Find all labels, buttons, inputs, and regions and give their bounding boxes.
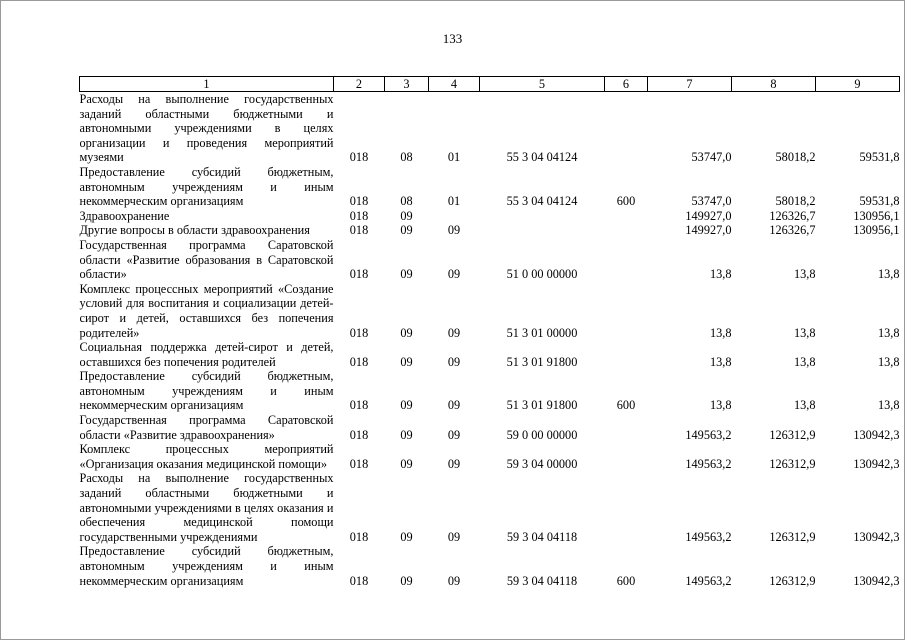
- section-code: 09: [400, 427, 413, 442]
- target-article-code: 59 3 04 00000: [506, 456, 578, 471]
- amount-year-3: 59531,8: [859, 150, 900, 165]
- table-row: [80, 369, 900, 413]
- amount-year-1: 149927,0: [685, 223, 732, 238]
- ministry-code: 018: [349, 150, 369, 165]
- table-row: [80, 544, 900, 588]
- ministry-code: 018: [349, 573, 369, 588]
- amount-year-2: 13,8: [793, 398, 816, 413]
- table-row: [80, 471, 900, 544]
- section-code: 09: [400, 267, 413, 282]
- header-cell: 3: [385, 77, 429, 92]
- table-row: [80, 413, 900, 442]
- amount-year-1: 149927,0: [685, 208, 732, 223]
- ministry-code: 018: [349, 208, 369, 223]
- header-cell: 6: [605, 77, 648, 92]
- row-name: Здравоохранение: [79, 208, 170, 223]
- expense-type-code: [605, 282, 648, 340]
- section-code: 09: [400, 325, 413, 340]
- target-article-code: 51 0 00 00000: [506, 267, 578, 282]
- header-cell: 5: [480, 77, 605, 92]
- amount-year-1: 149563,2: [685, 573, 732, 588]
- ministry-code: 018: [349, 267, 369, 282]
- ministry-code: 018: [349, 325, 369, 340]
- row-name: Предоставление субсидий бюджетным, автономным учреждениям и иным некоммерческим организациям: [79, 544, 334, 588]
- ministry-code: 018: [349, 427, 369, 442]
- table-row: [80, 223, 900, 238]
- amount-year-1: 149563,2: [685, 427, 732, 442]
- row-name: Расходы на выполнение государственных заданий областными бюджетными и автономными учреждениями в целях организации и проведения мероприятий музеями: [79, 92, 334, 165]
- section-code: 09: [400, 223, 413, 238]
- amount-year-1: 149563,2: [685, 456, 732, 471]
- ministry-code: 018: [349, 456, 369, 471]
- amount-year-2: 126312,9: [769, 529, 816, 544]
- section-code: 09: [400, 456, 413, 471]
- target-article-code: 55 3 04 04124: [506, 150, 578, 165]
- expense-type-code: [605, 238, 648, 282]
- row-name: Комплекс процессных мероприятий «Создание условий для воспитания и социализации детей-сирот и детей, оставшихся без попечения родителей»: [79, 281, 334, 340]
- section-code: 08: [400, 150, 413, 165]
- amount-year-2: 13,8: [793, 354, 816, 369]
- subsection-code: 09: [447, 223, 461, 238]
- ministry-code: 018: [349, 398, 369, 413]
- table-row: [80, 165, 900, 209]
- amount-year-3: 13,8: [877, 267, 900, 282]
- section-code: 09: [400, 398, 413, 413]
- expense-type-code: 600: [616, 573, 636, 588]
- amount-year-3: 130956,1: [853, 223, 900, 238]
- row-name: Расходы на выполнение государственных заданий областными бюджетными и автономными учреждениями в целях оказания и обеспечения медицинской помощи государственными учреждениями: [79, 471, 334, 544]
- amount-year-3: 130942,3: [853, 456, 900, 471]
- row-name: Государственная программа Саратовской области «Развитие образования в Саратовской области»: [79, 237, 334, 282]
- amount-year-1: 13,8: [709, 267, 732, 282]
- header-cell: 2: [334, 77, 385, 92]
- table-row: [80, 238, 900, 282]
- target-article-code: 55 3 04 04124: [506, 194, 578, 209]
- amount-year-3: 13,8: [877, 354, 900, 369]
- target-article-code: 59 3 04 04118: [506, 529, 578, 544]
- ministry-code: 018: [349, 529, 369, 544]
- row-name: Другие вопросы в области здравоохранения: [79, 223, 310, 238]
- table-row: [80, 442, 900, 471]
- subsection-code: 09: [447, 529, 461, 544]
- target-article-code: 51 3 01 91800: [506, 398, 578, 413]
- amount-year-3: 13,8: [877, 398, 900, 413]
- table-header-row: [80, 77, 900, 92]
- amount-year-2: 58018,2: [775, 150, 816, 165]
- target-article-code: 51 3 01 91800: [506, 354, 578, 369]
- header-cell: 7: [648, 77, 732, 92]
- target-article-code: 59 3 04 04118: [506, 573, 578, 588]
- row-name: Предоставление субсидий бюджетным, автономным учреждениям и иным некоммерческим организациям: [79, 164, 334, 209]
- amount-year-2: 126312,9: [769, 427, 816, 442]
- ministry-code: 018: [349, 354, 369, 369]
- amount-year-2: 126326,7: [769, 223, 816, 238]
- header-cell: 1: [80, 77, 334, 92]
- subsection-code: 09: [447, 267, 461, 282]
- expense-type-code: [605, 442, 648, 471]
- page-number: 133: [442, 31, 463, 46]
- table-row: [80, 340, 900, 369]
- amount-year-1: 53747,0: [691, 194, 732, 209]
- table-row: [80, 92, 900, 165]
- subsection-code: 09: [447, 325, 461, 340]
- section-code: 09: [400, 208, 413, 223]
- row-name: Государственная программа Саратовской области «Развитие здравоохранения»: [79, 413, 334, 442]
- amount-year-1: 13,8: [709, 354, 732, 369]
- ministry-code: 018: [349, 194, 369, 209]
- ministry-code: 018: [349, 223, 369, 238]
- subsection-code: 09: [447, 573, 461, 588]
- amount-year-3: 130942,3: [853, 573, 900, 588]
- subsection-code: 09: [447, 456, 461, 471]
- header-cell: 9: [816, 77, 900, 92]
- amount-year-3: 130956,1: [853, 208, 900, 223]
- header-cell: 8: [732, 77, 816, 92]
- row-name: Предоставление субсидий бюджетным, автономным учреждениям и иным некоммерческим организациям: [79, 369, 334, 413]
- target-article-code: 59 0 00 00000: [506, 427, 578, 442]
- row-name: Комплекс процессных мероприятий «Организация оказания медицинской помощи»: [79, 442, 334, 471]
- amount-year-2: 126312,9: [769, 456, 816, 471]
- expense-type-code: [605, 471, 648, 544]
- subsection-code: 09: [447, 354, 461, 369]
- amount-year-1: 149563,2: [685, 529, 732, 544]
- table-row: [80, 282, 900, 340]
- budget-table: [79, 76, 900, 588]
- subsection-code: 09: [447, 427, 461, 442]
- subsection-code: 01: [447, 194, 461, 209]
- expense-type-code: [605, 340, 648, 369]
- amount-year-1: 13,8: [709, 398, 732, 413]
- amount-year-3: 130942,3: [853, 529, 900, 544]
- amount-year-2: 13,8: [793, 325, 816, 340]
- expense-type-code: [605, 92, 648, 165]
- section-code: 09: [400, 529, 413, 544]
- subsection-code: 01: [447, 150, 461, 165]
- section-code: 09: [400, 573, 413, 588]
- section-code: 09: [400, 354, 413, 369]
- target-article-code: [480, 209, 605, 224]
- target-article-code: [480, 223, 605, 238]
- section-code: 08: [400, 194, 413, 209]
- expense-type-code: 600: [616, 194, 636, 209]
- expense-type-code: [605, 209, 648, 224]
- amount-year-2: 126326,7: [769, 208, 816, 223]
- amount-year-3: 13,8: [877, 325, 900, 340]
- header-cell: 4: [429, 77, 480, 92]
- amount-year-2: 13,8: [793, 267, 816, 282]
- amount-year-3: 59531,8: [859, 194, 900, 209]
- table-row: [80, 209, 900, 224]
- expense-type-code: 600: [616, 398, 636, 413]
- amount-year-1: 13,8: [709, 325, 732, 340]
- amount-year-2: 58018,2: [775, 194, 816, 209]
- subsection-code: 09: [447, 398, 461, 413]
- amount-year-1: 53747,0: [691, 150, 732, 165]
- expense-type-code: [605, 223, 648, 238]
- amount-year-2: 126312,9: [769, 573, 816, 588]
- subsection-code: [429, 209, 480, 224]
- target-article-code: 51 3 01 00000: [506, 325, 578, 340]
- expense-type-code: [605, 413, 648, 442]
- row-name: Социальная поддержка детей-сирот и детей, оставшихся без попечения родителей: [79, 340, 334, 369]
- amount-year-3: 130942,3: [853, 427, 900, 442]
